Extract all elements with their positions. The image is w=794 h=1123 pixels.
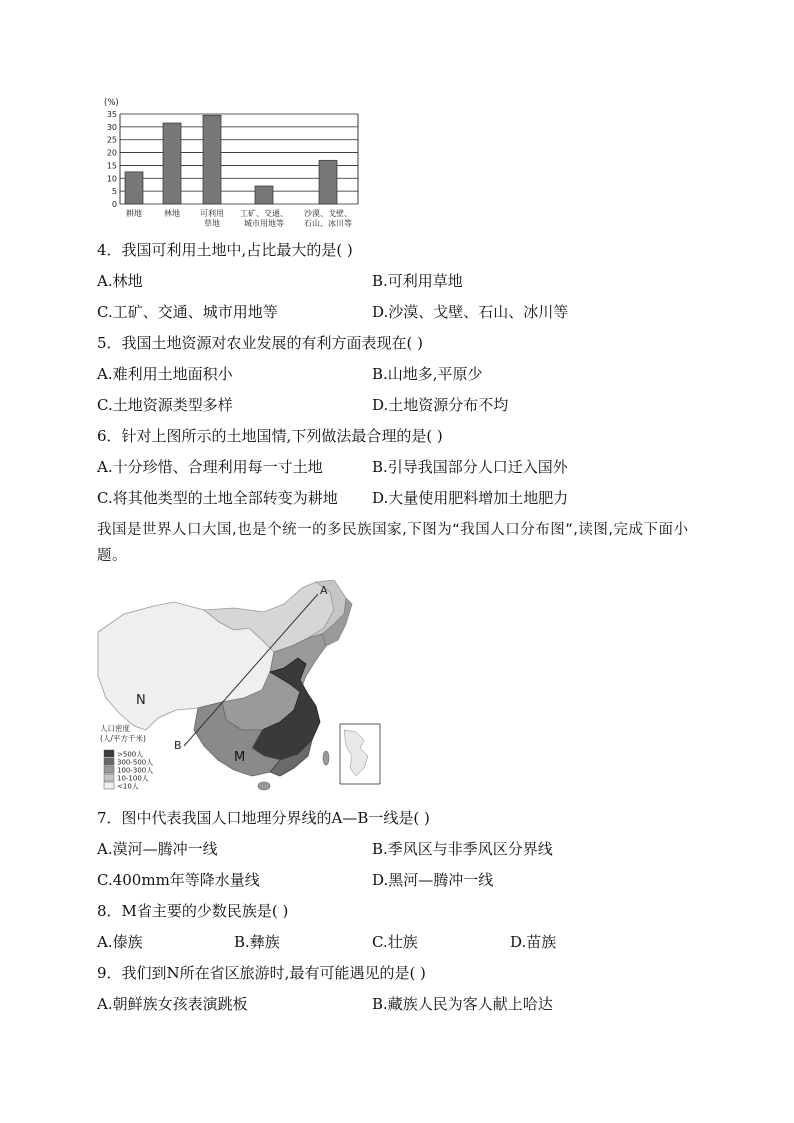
y-tick-label: 30	[106, 122, 117, 132]
legend-label: 300-500人	[117, 758, 154, 767]
question-7-option-d[interactable]: D.黑河—腾冲一线	[372, 871, 494, 889]
y-tick-label: 25	[106, 135, 117, 145]
x-tick-label: 沙漠、戈壁、	[304, 209, 352, 218]
map-label-a: A	[320, 584, 328, 597]
y-tick-labels	[107, 110, 117, 209]
population-distribution-map	[94, 580, 394, 802]
question-4-option-d[interactable]: D.沙漠、戈壁、石山、冰川等	[372, 303, 569, 321]
section-intro: 我国是世界人口大国,也是个统一的多民族国家,下图为“我国人口分布图”,读图,完成下面小题。	[97, 522, 689, 564]
question-8-option-d[interactable]: D.苗族	[510, 933, 557, 951]
y-tick-label: 10	[106, 174, 117, 184]
legend-subtitle: (人/平方千米)	[100, 734, 146, 743]
question-8-stem: 8．M省主要的少数民族是( )	[97, 902, 289, 920]
question-4-option-c[interactable]: C.工矿、交通、城市用地等	[97, 303, 278, 321]
question-6-option-b[interactable]: B.引导我国部分人口迁入国外	[372, 458, 568, 476]
bar	[163, 123, 181, 204]
question-6-option-c[interactable]: C.将其他类型的土地全部转变为耕地	[97, 489, 338, 507]
question-7-option-c[interactable]: C.400mm年等降水量线	[97, 871, 260, 889]
question-8-option-a[interactable]: A.傣族	[97, 933, 143, 951]
question-6-option-d[interactable]: D.大量使用肥料增加土地肥力	[372, 489, 569, 507]
map-legend	[104, 750, 153, 791]
x-tick-label: 城市用地等	[244, 219, 284, 228]
legend-label: 100-300人	[117, 766, 154, 775]
bar	[255, 186, 273, 204]
question-9-stem: 9．我们到N所在省区旅游时,最有可能遇见的是( )	[97, 964, 426, 982]
x-tick-label: 工矿、交通、	[240, 209, 288, 218]
map-taiwan	[323, 751, 329, 765]
legend-swatch	[104, 758, 114, 765]
question-5-option-c[interactable]: C.土地资源类型多样	[97, 396, 233, 414]
x-tick-label: 可利用	[200, 209, 224, 218]
legend-swatch	[104, 774, 114, 781]
legend-swatch	[104, 766, 114, 773]
question-4-option-b[interactable]: B.可利用草地	[372, 272, 463, 290]
legend-label: <10人	[117, 782, 139, 791]
question-6-stem: 6．针对上图所示的土地国情,下列做法最合理的是( )	[97, 427, 443, 445]
question-4-stem: 4．我国可利用土地中,占比最大的是( )	[97, 241, 353, 259]
legend-swatch	[104, 750, 114, 757]
question-6-option-a[interactable]: A.十分珍惜、合理利用每一寸土地	[97, 458, 323, 476]
y-tick-label: 20	[106, 148, 117, 158]
chart-bars	[125, 115, 337, 204]
y-tick-label: 5	[111, 187, 117, 197]
legend-label: >500人	[117, 750, 144, 759]
map-label-n: N	[136, 693, 146, 708]
question-7-option-a[interactable]: A.漠河—腾冲一线	[97, 840, 218, 858]
question-9-option-a[interactable]: A.朝鲜族女孩表演跳板	[97, 995, 248, 1013]
bar	[125, 172, 143, 204]
y-tick-label: 15	[106, 161, 117, 171]
question-5-stem: 5．我国土地资源对农业发展的有利方面表现在( )	[97, 334, 424, 352]
question-9-option-b[interactable]: B.藏族人民为客人献上哈达	[372, 995, 553, 1013]
question-7-stem: 7．图中代表我国人口地理分界线的A—B一线是( )	[97, 809, 430, 827]
x-tick-label: 耕地	[126, 209, 142, 218]
map-label-b: B	[174, 739, 182, 752]
y-tick-label: 35	[106, 110, 117, 119]
x-tick-label: 林地	[164, 209, 180, 218]
question-5-option-b[interactable]: B.山地多,平原少	[372, 365, 483, 383]
bar	[203, 115, 221, 204]
y-tick-label: 0	[111, 200, 117, 209]
question-7-option-b[interactable]: B.季风区与非季风区分界线	[372, 840, 553, 858]
question-4-option-a[interactable]: A.林地	[97, 272, 143, 290]
x-tick-label: 草地	[204, 219, 220, 228]
legend-title: 人口密度	[100, 724, 130, 733]
question-8-option-b[interactable]: B.彝族	[234, 933, 280, 951]
legend-label: 10-100人	[117, 774, 149, 783]
bar	[319, 160, 337, 204]
map-hainan	[258, 782, 270, 790]
x-tick-labels	[126, 208, 352, 228]
question-8-option-c[interactable]: C.壮族	[372, 933, 418, 951]
y-axis-label: (%)	[104, 98, 119, 108]
x-tick-label: 石山、冰川等	[304, 219, 352, 228]
question-5-option-d[interactable]: D.土地资源分布不均	[372, 396, 509, 414]
land-use-bar-chart	[96, 94, 376, 234]
legend-swatch	[104, 782, 114, 789]
map-label-m: M	[234, 750, 246, 765]
question-5-option-a[interactable]: A.难利用土地面积小	[97, 365, 233, 383]
